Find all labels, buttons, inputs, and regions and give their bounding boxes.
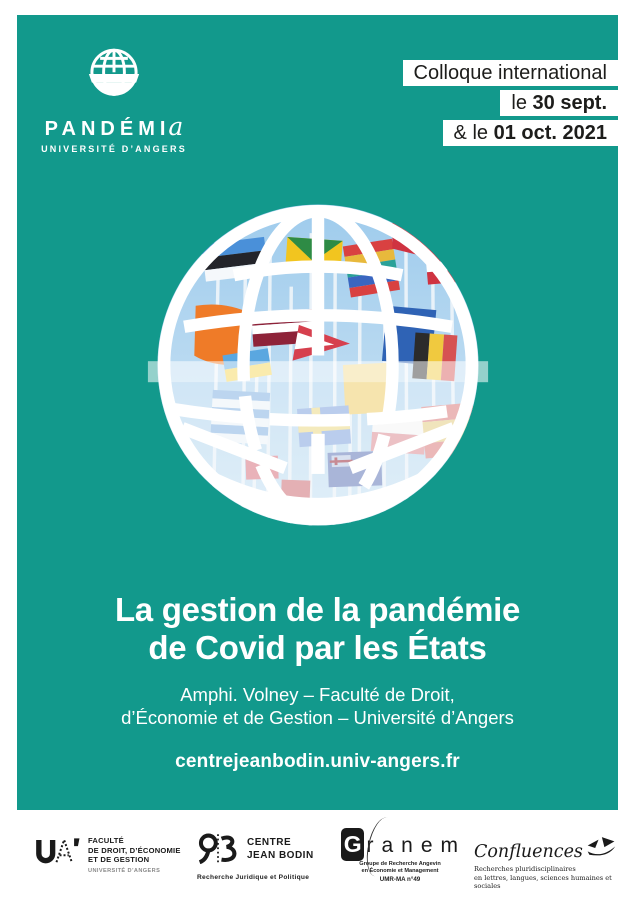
ua-text-line-1: FACULTÉ [88, 836, 124, 845]
venue-text [17, 683, 618, 729]
confluences-logo [474, 836, 616, 891]
venue-line-1: Amphi. Volney – Faculté de Droit, [180, 684, 455, 705]
ua-faculty-logo [35, 836, 181, 874]
granem-initial: G [343, 831, 362, 857]
banner-line-2-prefix: le [511, 92, 533, 114]
brand-name [25, 112, 203, 141]
cjb-monogram-icon [197, 830, 239, 870]
poster-title-line-2: de Covid par les États [148, 629, 487, 666]
banner-line-2-date: 30 sept. [532, 92, 607, 114]
banner-line-3 [443, 120, 618, 146]
banner-line-1 [403, 60, 618, 86]
poster-title [17, 591, 618, 667]
confluences-sub-2: en lettres, langues, sciences humaines et sociales [474, 873, 612, 890]
granem-wordmark: ranem [366, 834, 466, 857]
granem-logo [341, 828, 466, 883]
granem-g-box [341, 828, 364, 861]
banner-line-3-prefix: & le [453, 122, 494, 144]
cjb-text-line-2: JEAN BODIN [247, 850, 314, 861]
confluences-bird-icon [586, 836, 616, 860]
banner-line-2 [500, 90, 618, 116]
brand-name-accent: a [168, 112, 184, 141]
world-flags-photo [146, 193, 490, 537]
granem-sub-1: Groupe de Recherche Angevin [359, 861, 441, 867]
date-banner [403, 60, 618, 146]
granem-sub-2: en Économie et Management [361, 867, 439, 874]
poster-background [17, 15, 618, 810]
confluences-sub-1: Recherches pluridisciplinaires [474, 865, 576, 873]
cjb-text-sub: Recherche Juridique et Politique [197, 874, 310, 881]
banner-line-3-date: 01 oct. 2021 [493, 122, 607, 144]
footer-logos [0, 810, 633, 900]
poster-title-line-1: La gestion de la pandémie [114, 591, 521, 628]
globe-flags-graphic [146, 193, 490, 537]
pandemia-logo [25, 45, 203, 154]
cjb-logo [197, 830, 314, 881]
ua-text-line-3: ET DE GESTION [88, 855, 150, 864]
banner-line-1-text: Colloque international [413, 62, 607, 84]
ua-text-sub: UNIVERSITÉ D’ANGERS [88, 867, 161, 874]
ua-monogram-icon [35, 836, 81, 870]
website-url: centrejeanbodin.univ-angers.fr [175, 751, 460, 772]
globe-icon [88, 45, 140, 103]
granem-sub-3: UMR-MA n°49 [379, 875, 421, 883]
equator-band [148, 361, 488, 382]
cjb-text-line-1: CENTRE [247, 837, 292, 848]
brand-name-main: PANDÉMI [44, 118, 171, 140]
confluences-wordmark: Confluences [474, 842, 583, 862]
ua-text-line-2: DE DROIT, D’ÉCONOMIE [88, 845, 181, 855]
brand-university: UNIVERSITÉ D’ANGERS [41, 144, 187, 154]
venue-line-2: d’Économie et de Gestion – Université d’Angers [121, 707, 514, 728]
